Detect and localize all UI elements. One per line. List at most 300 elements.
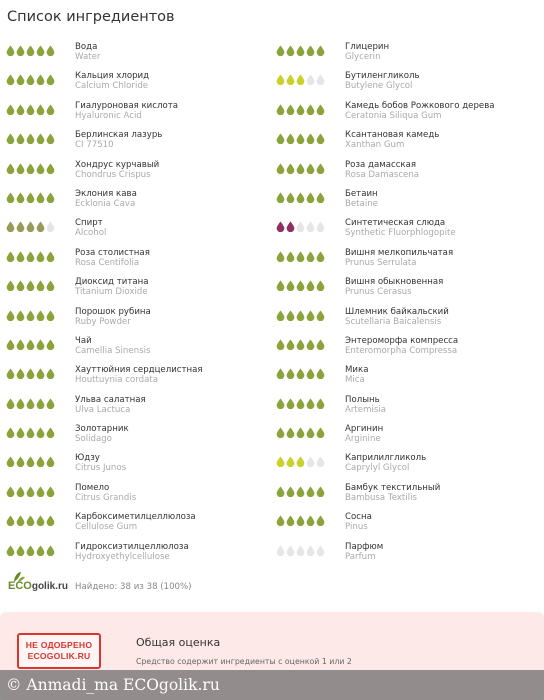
rating-drop-icon bbox=[36, 310, 45, 321]
ingredient-name-ru: Диоксид титана bbox=[75, 277, 149, 288]
rating-drop-icon bbox=[286, 221, 295, 232]
ingredients-column-left bbox=[0, 40, 272, 569]
ingredient-item[interactable] bbox=[6, 510, 272, 539]
ingredient-name-latin: Hydroxyethylcellulose bbox=[75, 551, 170, 562]
rating-drops bbox=[6, 481, 75, 497]
rating-drop-icon bbox=[276, 515, 285, 526]
ingredient-item[interactable] bbox=[6, 69, 272, 98]
ingredient-name-latin: Ruby Powder bbox=[75, 316, 131, 327]
rating-drops bbox=[276, 334, 345, 350]
rating-drop-icon bbox=[6, 74, 15, 85]
rating-drop-icon bbox=[6, 427, 15, 438]
ingredient-item[interactable] bbox=[6, 216, 272, 245]
rating-drop-icon bbox=[16, 45, 25, 56]
ingredient-name-ru: Каприлилгликоль bbox=[345, 453, 427, 464]
rating-drops bbox=[276, 275, 345, 291]
rating-drop-icon bbox=[286, 192, 295, 203]
rating-drop-icon bbox=[16, 427, 25, 438]
rating-drop-icon bbox=[46, 456, 55, 467]
rating-drop-icon bbox=[316, 251, 325, 262]
ingredient-name-ru: Шлемник байкальский bbox=[345, 306, 449, 317]
rating-drops bbox=[6, 305, 75, 321]
ingredient-names bbox=[345, 246, 453, 268]
ingredient-item[interactable] bbox=[6, 246, 272, 275]
rating-drop-icon bbox=[296, 104, 305, 115]
rating-drop-icon bbox=[306, 545, 315, 556]
rating-drop-icon bbox=[276, 251, 285, 262]
ingredient-name-latin: Rosa Centifolia bbox=[75, 257, 140, 268]
ecogolik-logo[interactable] bbox=[8, 580, 68, 592]
rating-drop-icon bbox=[46, 545, 55, 556]
rating-drops bbox=[276, 393, 345, 409]
rating-drops bbox=[276, 481, 345, 497]
ingredient-item[interactable] bbox=[276, 481, 544, 510]
stamp-line-2: ECOGOLIK.RU bbox=[27, 651, 91, 661]
ingredient-name-latin: Mica bbox=[345, 375, 365, 386]
rating-drop-icon bbox=[36, 427, 45, 438]
rating-drop-icon bbox=[46, 221, 55, 232]
rating-drop-icon bbox=[26, 515, 35, 526]
logo-prefix: ECO bbox=[8, 580, 32, 592]
rating-drop-icon bbox=[296, 456, 305, 467]
rating-drop-icon bbox=[286, 339, 295, 350]
rating-drops bbox=[276, 216, 345, 232]
ingredient-item[interactable] bbox=[276, 187, 544, 216]
rating-drops bbox=[276, 540, 345, 556]
rating-drop-icon bbox=[16, 221, 25, 232]
rating-drop-icon bbox=[276, 280, 285, 291]
rating-drop-icon bbox=[316, 310, 325, 321]
rating-drop-icon bbox=[286, 280, 295, 291]
ingredient-item[interactable] bbox=[276, 246, 544, 275]
rating-drop-icon bbox=[306, 45, 315, 56]
rating-drop-icon bbox=[26, 192, 35, 203]
ingredient-item[interactable] bbox=[276, 334, 544, 363]
rating-drops bbox=[276, 422, 345, 438]
rating-drop-icon bbox=[286, 427, 295, 438]
rating-drops bbox=[276, 363, 345, 379]
ingredient-names bbox=[345, 69, 420, 91]
rating-drop-icon bbox=[16, 486, 25, 497]
rating-drop-icon bbox=[296, 545, 305, 556]
ingredient-name-latin: Water bbox=[75, 52, 101, 62]
ingredient-names bbox=[75, 422, 129, 444]
ingredient-item[interactable] bbox=[276, 216, 544, 245]
ingredient-name-latin: Synthetic Fluorphlogopite bbox=[345, 228, 456, 239]
rating-drop-icon bbox=[276, 456, 285, 467]
rating-drops bbox=[276, 40, 345, 56]
rating-drop-icon bbox=[306, 310, 315, 321]
rating-drop-icon bbox=[36, 251, 45, 262]
ingredient-name-ru: Парфюм bbox=[345, 541, 384, 552]
ingredient-name-ru: Полынь bbox=[345, 394, 380, 405]
rating-drop-icon bbox=[16, 456, 25, 467]
ingredient-name-latin: Calcium Chloride bbox=[75, 81, 149, 92]
ingredient-item[interactable] bbox=[276, 540, 544, 569]
ingredient-name-ru: Энтероморфа компресса bbox=[345, 335, 459, 346]
rating-drop-icon bbox=[36, 545, 45, 556]
rating-drop-icon bbox=[26, 339, 35, 350]
ingredient-name-latin: Glycerin bbox=[345, 52, 381, 62]
ingredient-name-ru: Помело bbox=[75, 482, 110, 493]
rating-drop-icon bbox=[16, 280, 25, 291]
rating-drop-icon bbox=[36, 221, 45, 232]
ingredient-names bbox=[75, 128, 162, 150]
rating-drop-icon bbox=[16, 133, 25, 144]
rating-drop-icon bbox=[46, 45, 55, 56]
ingredient-item[interactable] bbox=[276, 99, 544, 128]
rating-drop-icon bbox=[26, 310, 35, 321]
ingredient-name-latin: Rosa Damascena bbox=[345, 169, 420, 180]
rating-drop-icon bbox=[46, 133, 55, 144]
ingredient-name-latin: Enteromorpha Compressa bbox=[345, 345, 458, 356]
ingredient-names bbox=[75, 246, 150, 268]
rating-drop-icon bbox=[6, 45, 15, 56]
rating-drop-icon bbox=[26, 133, 35, 144]
rating-drops bbox=[6, 99, 75, 115]
rating-drop-icon bbox=[286, 163, 295, 174]
rating-drop-icon bbox=[316, 280, 325, 291]
stamp-line-1: НЕ ОДОБРЕНО bbox=[25, 640, 93, 650]
rating-drop-icon bbox=[26, 545, 35, 556]
ingredient-item[interactable] bbox=[276, 275, 544, 304]
rating-drop-icon bbox=[316, 74, 325, 85]
ingredient-name-ru: Ксантановая камедь bbox=[345, 130, 440, 141]
ingredient-item[interactable] bbox=[276, 363, 544, 392]
rating-drop-icon bbox=[316, 486, 325, 497]
rating-drop-icon bbox=[296, 221, 305, 232]
rating-drop-icon bbox=[16, 163, 25, 174]
ingredient-item[interactable] bbox=[6, 305, 272, 334]
rating-drop-icon bbox=[6, 456, 15, 467]
rating-drops bbox=[276, 128, 345, 144]
rating-drop-icon bbox=[296, 339, 305, 350]
rating-drop-icon bbox=[276, 486, 285, 497]
rating-drop-icon bbox=[306, 280, 315, 291]
ingredient-name-latin: Pinus bbox=[345, 522, 368, 533]
rating-drops bbox=[276, 158, 345, 174]
ingredient-name-latin: Prunus Serrulata bbox=[345, 257, 417, 268]
rating-drops bbox=[6, 69, 75, 85]
ingredient-item[interactable] bbox=[6, 540, 272, 569]
ingredient-name-ru: Порошок рубина bbox=[75, 306, 151, 317]
rating-drop-icon bbox=[6, 280, 15, 291]
ingredient-item[interactable] bbox=[6, 393, 272, 422]
rating-drop-icon bbox=[286, 74, 295, 85]
ingredient-names bbox=[75, 540, 189, 562]
ingredient-names bbox=[75, 69, 149, 91]
rating-drop-icon bbox=[306, 398, 315, 409]
ingredient-name-ru: Юдзу bbox=[75, 453, 100, 464]
ingredient-names bbox=[75, 216, 106, 238]
rating-drop-icon bbox=[36, 456, 45, 467]
rating-drop-icon bbox=[276, 104, 285, 115]
ingredient-item[interactable] bbox=[6, 99, 272, 128]
ingredient-item[interactable] bbox=[276, 128, 544, 157]
ingredient-name-ru: Сосна bbox=[345, 512, 372, 523]
rating-drops bbox=[6, 363, 75, 379]
rating-drop-icon bbox=[306, 221, 315, 232]
ingredient-name-ru: Аргинин bbox=[345, 424, 384, 435]
rating-drop-icon bbox=[16, 310, 25, 321]
page-title: Список ингредиентов bbox=[7, 9, 175, 25]
rating-drop-icon bbox=[26, 163, 35, 174]
ingredient-item[interactable] bbox=[6, 422, 272, 451]
rating-drop-icon bbox=[316, 368, 325, 379]
rating-drops bbox=[276, 451, 345, 467]
ingredient-name-latin: Hyaluronic Acid bbox=[75, 110, 142, 121]
rating-drop-icon bbox=[6, 221, 15, 232]
rating-drops bbox=[276, 187, 345, 203]
ingredient-item[interactable] bbox=[6, 334, 272, 363]
ingredient-item[interactable] bbox=[6, 275, 272, 304]
rating-drop-icon bbox=[16, 515, 25, 526]
rating-drop-icon bbox=[286, 133, 295, 144]
rating-drops bbox=[6, 216, 75, 232]
rating-drop-icon bbox=[276, 192, 285, 203]
rating-drop-icon bbox=[46, 339, 55, 350]
rating-drop-icon bbox=[316, 133, 325, 144]
ingredient-name-ru: Гидроксиэтилцеллюлоза bbox=[75, 541, 189, 552]
rating-drop-icon bbox=[286, 398, 295, 409]
rating-drop-icon bbox=[6, 515, 15, 526]
rating-drops bbox=[276, 99, 345, 115]
rating-drop-icon bbox=[16, 368, 25, 379]
rating-drop-icon bbox=[26, 104, 35, 115]
rating-drop-icon bbox=[26, 74, 35, 85]
ingredient-names bbox=[345, 334, 458, 356]
rating-drops bbox=[276, 69, 345, 85]
rating-drop-icon bbox=[306, 368, 315, 379]
ingredient-names bbox=[345, 275, 443, 297]
ingredient-name-latin: Scutellaria Baicalensis bbox=[345, 316, 442, 327]
ingredient-names bbox=[75, 363, 203, 385]
ingredient-item[interactable] bbox=[6, 158, 272, 187]
rating-drop-icon bbox=[286, 456, 295, 467]
rating-drop-icon bbox=[316, 163, 325, 174]
ingredient-item[interactable] bbox=[276, 40, 544, 69]
ingredient-name-latin: Chondrus Crispus bbox=[75, 169, 151, 180]
ingredient-names bbox=[75, 305, 151, 327]
rating-drop-icon bbox=[16, 192, 25, 203]
ingredient-item[interactable] bbox=[276, 305, 544, 334]
rating-drop-icon bbox=[276, 221, 285, 232]
rating-drop-icon bbox=[16, 339, 25, 350]
rating-drop-icon bbox=[36, 515, 45, 526]
rating-drops bbox=[6, 246, 75, 262]
ingredient-name-ru: Вода bbox=[75, 42, 98, 52]
rating-drop-icon bbox=[296, 45, 305, 56]
rating-drop-icon bbox=[306, 515, 315, 526]
rating-drop-icon bbox=[46, 398, 55, 409]
rating-drops bbox=[6, 275, 75, 291]
rating-drop-icon bbox=[316, 427, 325, 438]
ingredient-name-ru: Бетаин bbox=[345, 188, 378, 199]
rating-drop-icon bbox=[6, 133, 15, 144]
logo-suffix: golik.ru bbox=[31, 581, 68, 592]
rating-drop-icon bbox=[296, 368, 305, 379]
rating-drop-icon bbox=[306, 74, 315, 85]
rating-drop-icon bbox=[46, 280, 55, 291]
ingredient-name-ru: Спирт bbox=[75, 218, 103, 229]
ingredient-name-latin: Citrus Junos bbox=[75, 463, 127, 474]
ingredient-name-latin: Camellia Sinensis bbox=[75, 345, 151, 356]
rating-drop-icon bbox=[46, 310, 55, 321]
rating-drops bbox=[6, 128, 75, 144]
rating-drop-icon bbox=[26, 456, 35, 467]
rating-drop-icon bbox=[16, 74, 25, 85]
ingredient-names bbox=[75, 40, 100, 62]
rating-drop-icon bbox=[296, 515, 305, 526]
ingredient-names bbox=[75, 451, 126, 473]
ingredient-name-latin: Titanium Dioxide bbox=[75, 287, 148, 298]
ingredients-grid bbox=[0, 40, 544, 569]
not-approved-stamp bbox=[17, 633, 101, 669]
ingredient-names bbox=[75, 158, 159, 180]
rating-drop-icon bbox=[306, 163, 315, 174]
ingredient-name-ru: Камедь бобов Рожкового дерева bbox=[345, 100, 495, 111]
ingredient-name-latin: Xanthan Gum bbox=[345, 140, 405, 151]
rating-drop-icon bbox=[306, 251, 315, 262]
rating-drop-icon bbox=[6, 545, 15, 556]
rating-drop-icon bbox=[6, 310, 15, 321]
rating-drop-icon bbox=[316, 398, 325, 409]
rating-drop-icon bbox=[276, 163, 285, 174]
rating-drop-icon bbox=[26, 280, 35, 291]
ingredient-name-latin: Ecklonia Cava bbox=[75, 198, 136, 209]
rating-drops bbox=[6, 393, 75, 409]
ingredient-names bbox=[345, 40, 389, 62]
ingredient-name-latin: Solidago bbox=[75, 434, 112, 445]
ingredient-name-latin: Artemisia bbox=[345, 404, 386, 415]
rating-drop-icon bbox=[296, 398, 305, 409]
rating-drop-icon bbox=[296, 133, 305, 144]
ingredient-item[interactable] bbox=[6, 363, 272, 392]
ingredient-names bbox=[345, 99, 495, 121]
rating-drop-icon bbox=[6, 368, 15, 379]
rating-drop-icon bbox=[26, 45, 35, 56]
ingredient-item[interactable] bbox=[276, 451, 544, 480]
ingredient-names bbox=[75, 510, 196, 532]
ingredient-item[interactable] bbox=[276, 393, 544, 422]
rating-drop-icon bbox=[306, 192, 315, 203]
rating-drop-icon bbox=[36, 192, 45, 203]
rating-drop-icon bbox=[306, 339, 315, 350]
rating-drop-icon bbox=[296, 251, 305, 262]
ingredient-name-latin: Cellulose Gum bbox=[75, 522, 138, 533]
rating-drop-icon bbox=[6, 163, 15, 174]
ingredient-name-ru: Берлинская лазурь bbox=[75, 130, 163, 141]
rating-drop-icon bbox=[316, 104, 325, 115]
rating-drops bbox=[6, 334, 75, 350]
rating-drop-icon bbox=[6, 339, 15, 350]
ingredient-item[interactable] bbox=[6, 451, 272, 480]
ingredient-item[interactable] bbox=[6, 481, 272, 510]
rating-drop-icon bbox=[26, 368, 35, 379]
ingredient-item[interactable] bbox=[6, 40, 272, 69]
rating-drop-icon bbox=[296, 163, 305, 174]
rating-drop-icon bbox=[16, 545, 25, 556]
rating-drop-icon bbox=[306, 456, 315, 467]
ingredient-name-ru: Вишня мелкопильчатая bbox=[345, 247, 454, 258]
rating-drop-icon bbox=[286, 251, 295, 262]
rating-drop-icon bbox=[276, 398, 285, 409]
rating-drops bbox=[6, 187, 75, 203]
ingredient-names bbox=[75, 393, 146, 415]
rating-drops bbox=[276, 246, 345, 262]
rating-drops bbox=[6, 540, 75, 556]
rating-drops bbox=[6, 40, 75, 56]
rating-drop-icon bbox=[276, 545, 285, 556]
ingredient-item[interactable] bbox=[6, 187, 272, 216]
ingredient-name-ru: Роза столистная bbox=[75, 247, 150, 258]
ingredient-names bbox=[345, 540, 383, 562]
ingredient-item[interactable] bbox=[276, 510, 544, 539]
ingredient-names bbox=[345, 451, 426, 473]
ingredient-name-ru: Хондрус курчавый bbox=[75, 159, 160, 170]
rating-drop-icon bbox=[306, 104, 315, 115]
rating-drop-icon bbox=[276, 427, 285, 438]
ingredient-names bbox=[345, 422, 383, 444]
rating-drop-icon bbox=[36, 163, 45, 174]
ingredient-name-ru: Синтетическая слюда bbox=[345, 218, 446, 229]
ingredient-item[interactable] bbox=[276, 422, 544, 451]
ingredient-names bbox=[345, 128, 439, 150]
rating-drop-icon bbox=[36, 74, 45, 85]
watermark-text: © Anmadi_ma ECOgolik.ru bbox=[6, 676, 220, 694]
ingredient-name-latin: Citrus Grandis bbox=[75, 492, 137, 503]
rating-drop-icon bbox=[46, 104, 55, 115]
ingredient-names bbox=[345, 305, 449, 327]
ingredient-name-latin: Ulva Lactuca bbox=[75, 404, 131, 415]
rating-drop-icon bbox=[276, 310, 285, 321]
ingredient-item[interactable] bbox=[276, 69, 544, 98]
rating-drop-icon bbox=[276, 74, 285, 85]
rating-drop-icon bbox=[46, 515, 55, 526]
rating-drop-icon bbox=[316, 515, 325, 526]
rating-drop-icon bbox=[46, 192, 55, 203]
rating-drops bbox=[276, 305, 345, 321]
rating-drop-icon bbox=[26, 251, 35, 262]
rating-drop-icon bbox=[46, 163, 55, 174]
rating-drops bbox=[6, 451, 75, 467]
rating-drop-icon bbox=[286, 368, 295, 379]
ingredient-name-ru: Ульва салатная bbox=[75, 394, 146, 405]
ingredient-item[interactable] bbox=[276, 158, 544, 187]
rating-drop-icon bbox=[16, 104, 25, 115]
ingredient-names bbox=[345, 158, 419, 180]
rating-drops bbox=[6, 158, 75, 174]
ingredient-name-ru: Карбоксиметилцеллюлоза bbox=[75, 512, 196, 523]
ingredient-names bbox=[345, 187, 378, 209]
rating-drop-icon bbox=[36, 368, 45, 379]
ingredient-names bbox=[75, 334, 150, 356]
rating-drop-icon bbox=[306, 427, 315, 438]
ingredient-name-ru: Хауттюйния сердцелистная bbox=[75, 365, 203, 376]
ingredient-name-latin: Prunus Cerasus bbox=[345, 287, 412, 298]
ingredient-name-ru: Кальция хлорид bbox=[75, 71, 150, 82]
rating-drop-icon bbox=[26, 221, 35, 232]
rating-drop-icon bbox=[36, 104, 45, 115]
rating-drop-icon bbox=[286, 310, 295, 321]
ingredient-name-latin: CI 77510 bbox=[75, 140, 114, 151]
ingredient-names bbox=[345, 216, 456, 238]
ingredient-name-ru: Гиалуроновая кислота bbox=[75, 100, 179, 111]
ingredient-item[interactable] bbox=[6, 128, 272, 157]
rating-drop-icon bbox=[16, 398, 25, 409]
ingredient-name-ru: Мика bbox=[345, 365, 369, 376]
rating-drop-icon bbox=[276, 133, 285, 144]
